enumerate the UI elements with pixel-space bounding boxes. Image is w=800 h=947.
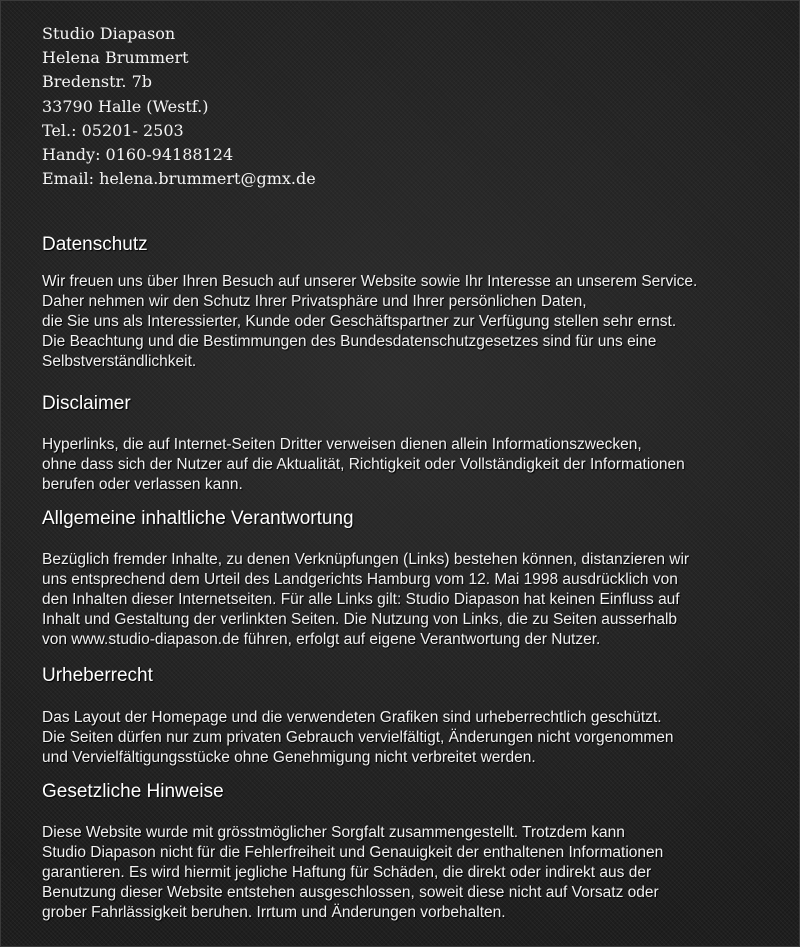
text-line: und Vervielfältigungsstücke ohne Genehmigung nicht verbreitet werden.	[42, 749, 536, 766]
text-line: Studio Diapason nicht für die Fehlerfreiheit und Genauigkeit der enthaltenen Informationen	[42, 844, 664, 861]
text-line: Die Beachtung und die Bestimmungen des Bundesdatenschutzgesetzes sind für uns eine	[42, 333, 657, 350]
text-line: Selbstverständlichkeit.	[42, 353, 197, 370]
text-line: den Inhalten dieser Internetseiten. Für alle Links gilt: Studio Diapason hat keinen Einfluss auf	[42, 591, 680, 608]
text-line: uns entsprechend dem Urteil des Landgerichts Hamburg vom 12. Mai 1998 ausdrücklich von	[42, 571, 678, 588]
text-line: von www.studio-diapason.de führen, erfolgt auf eigene Verantwortung der Nutzer.	[42, 631, 601, 648]
text-line: ohne dass sich der Nutzer auf die Aktualität, Richtigkeit oder Vollständigkeit der Informationen	[42, 456, 685, 473]
text-line: Wir freuen uns über Ihren Besuch auf unserer Website sowie Ihr Interesse an unserem Service.	[42, 273, 698, 290]
contact-address	[42, 22, 772, 191]
text-line: grober Fahrlässigkeit beruhen. Irrtum und Änderungen vorbehalten.	[42, 904, 506, 921]
text-line: Das Layout der Homepage und die verwendeten Grafiken sind urheberrechtlich geschützt.	[42, 709, 662, 726]
email: Email: helena.brummert@gmx.de	[42, 169, 316, 189]
text-line: Bezüglich fremder Inhalte, zu denen Verknüpfungen (Links) bestehen können, distanzieren wir	[42, 551, 690, 568]
text-line: garantieren. Es wird hiermit jegliche Haftung für Schäden, die direkt oder indirekt aus der	[42, 864, 652, 881]
heading-urheberrecht: Urheberrecht	[42, 665, 153, 686]
contact-person: Helena Brummert	[42, 48, 189, 68]
text-datenschutz	[42, 272, 697, 372]
company-name: Studio Diapason	[42, 24, 176, 43]
text-line: Hyperlinks, die auf Internet-Seiten Dritter verweisen dienen allein Informationszwecken,	[42, 436, 642, 453]
postal-city: 33790 Halle (Westf.)	[42, 96, 209, 116]
text-line: Daher nehmen wir den Schutz Ihrer Privatsphäre und Ihrer persönlichen Daten,	[42, 293, 587, 310]
text-line: Die Seiten dürfen nur zum privaten Gebrauch vervielfältigt, Änderungen nicht vorgenommen	[42, 729, 674, 746]
text-verantwortung	[42, 550, 689, 650]
text-hinweise	[42, 823, 663, 923]
imprint-content	[42, 22, 772, 921]
mobile-phone: Handy: 0160-94188124	[42, 145, 234, 165]
text-line: Inhalt und Gestaltung der verlinkten Seiten. Die Nutzung von Links, die zu Seiten ausserhalb	[42, 611, 678, 628]
phone: Tel.: 05201- 2503	[42, 120, 184, 140]
text-urheberrecht	[42, 708, 674, 768]
text-line: berufen oder verlassen kann.	[42, 476, 243, 493]
heading-hinweise: Gesetzliche Hinweise	[42, 781, 224, 802]
street: Bredenstr. 7b	[42, 72, 153, 92]
text-line: die Sie uns als Interessierter, Kunde oder Geschäftspartner zur Verfügung stellen sehr ernst.	[42, 313, 677, 330]
heading-verantwortung: Allgemeine inhaltliche Verantwortung	[42, 508, 354, 529]
text-disclaimer	[42, 435, 685, 495]
text-line: Diese Website wurde mit grösstmöglicher Sorgfalt zusammengestellt. Trotzdem kann	[42, 824, 625, 841]
text-line: Benutzung dieser Website entstehen ausgeschlossen, soweit diese nicht auf Vorsatz oder	[42, 884, 659, 901]
heading-datenschutz: Datenschutz	[42, 234, 148, 255]
heading-disclaimer: Disclaimer	[42, 393, 131, 414]
